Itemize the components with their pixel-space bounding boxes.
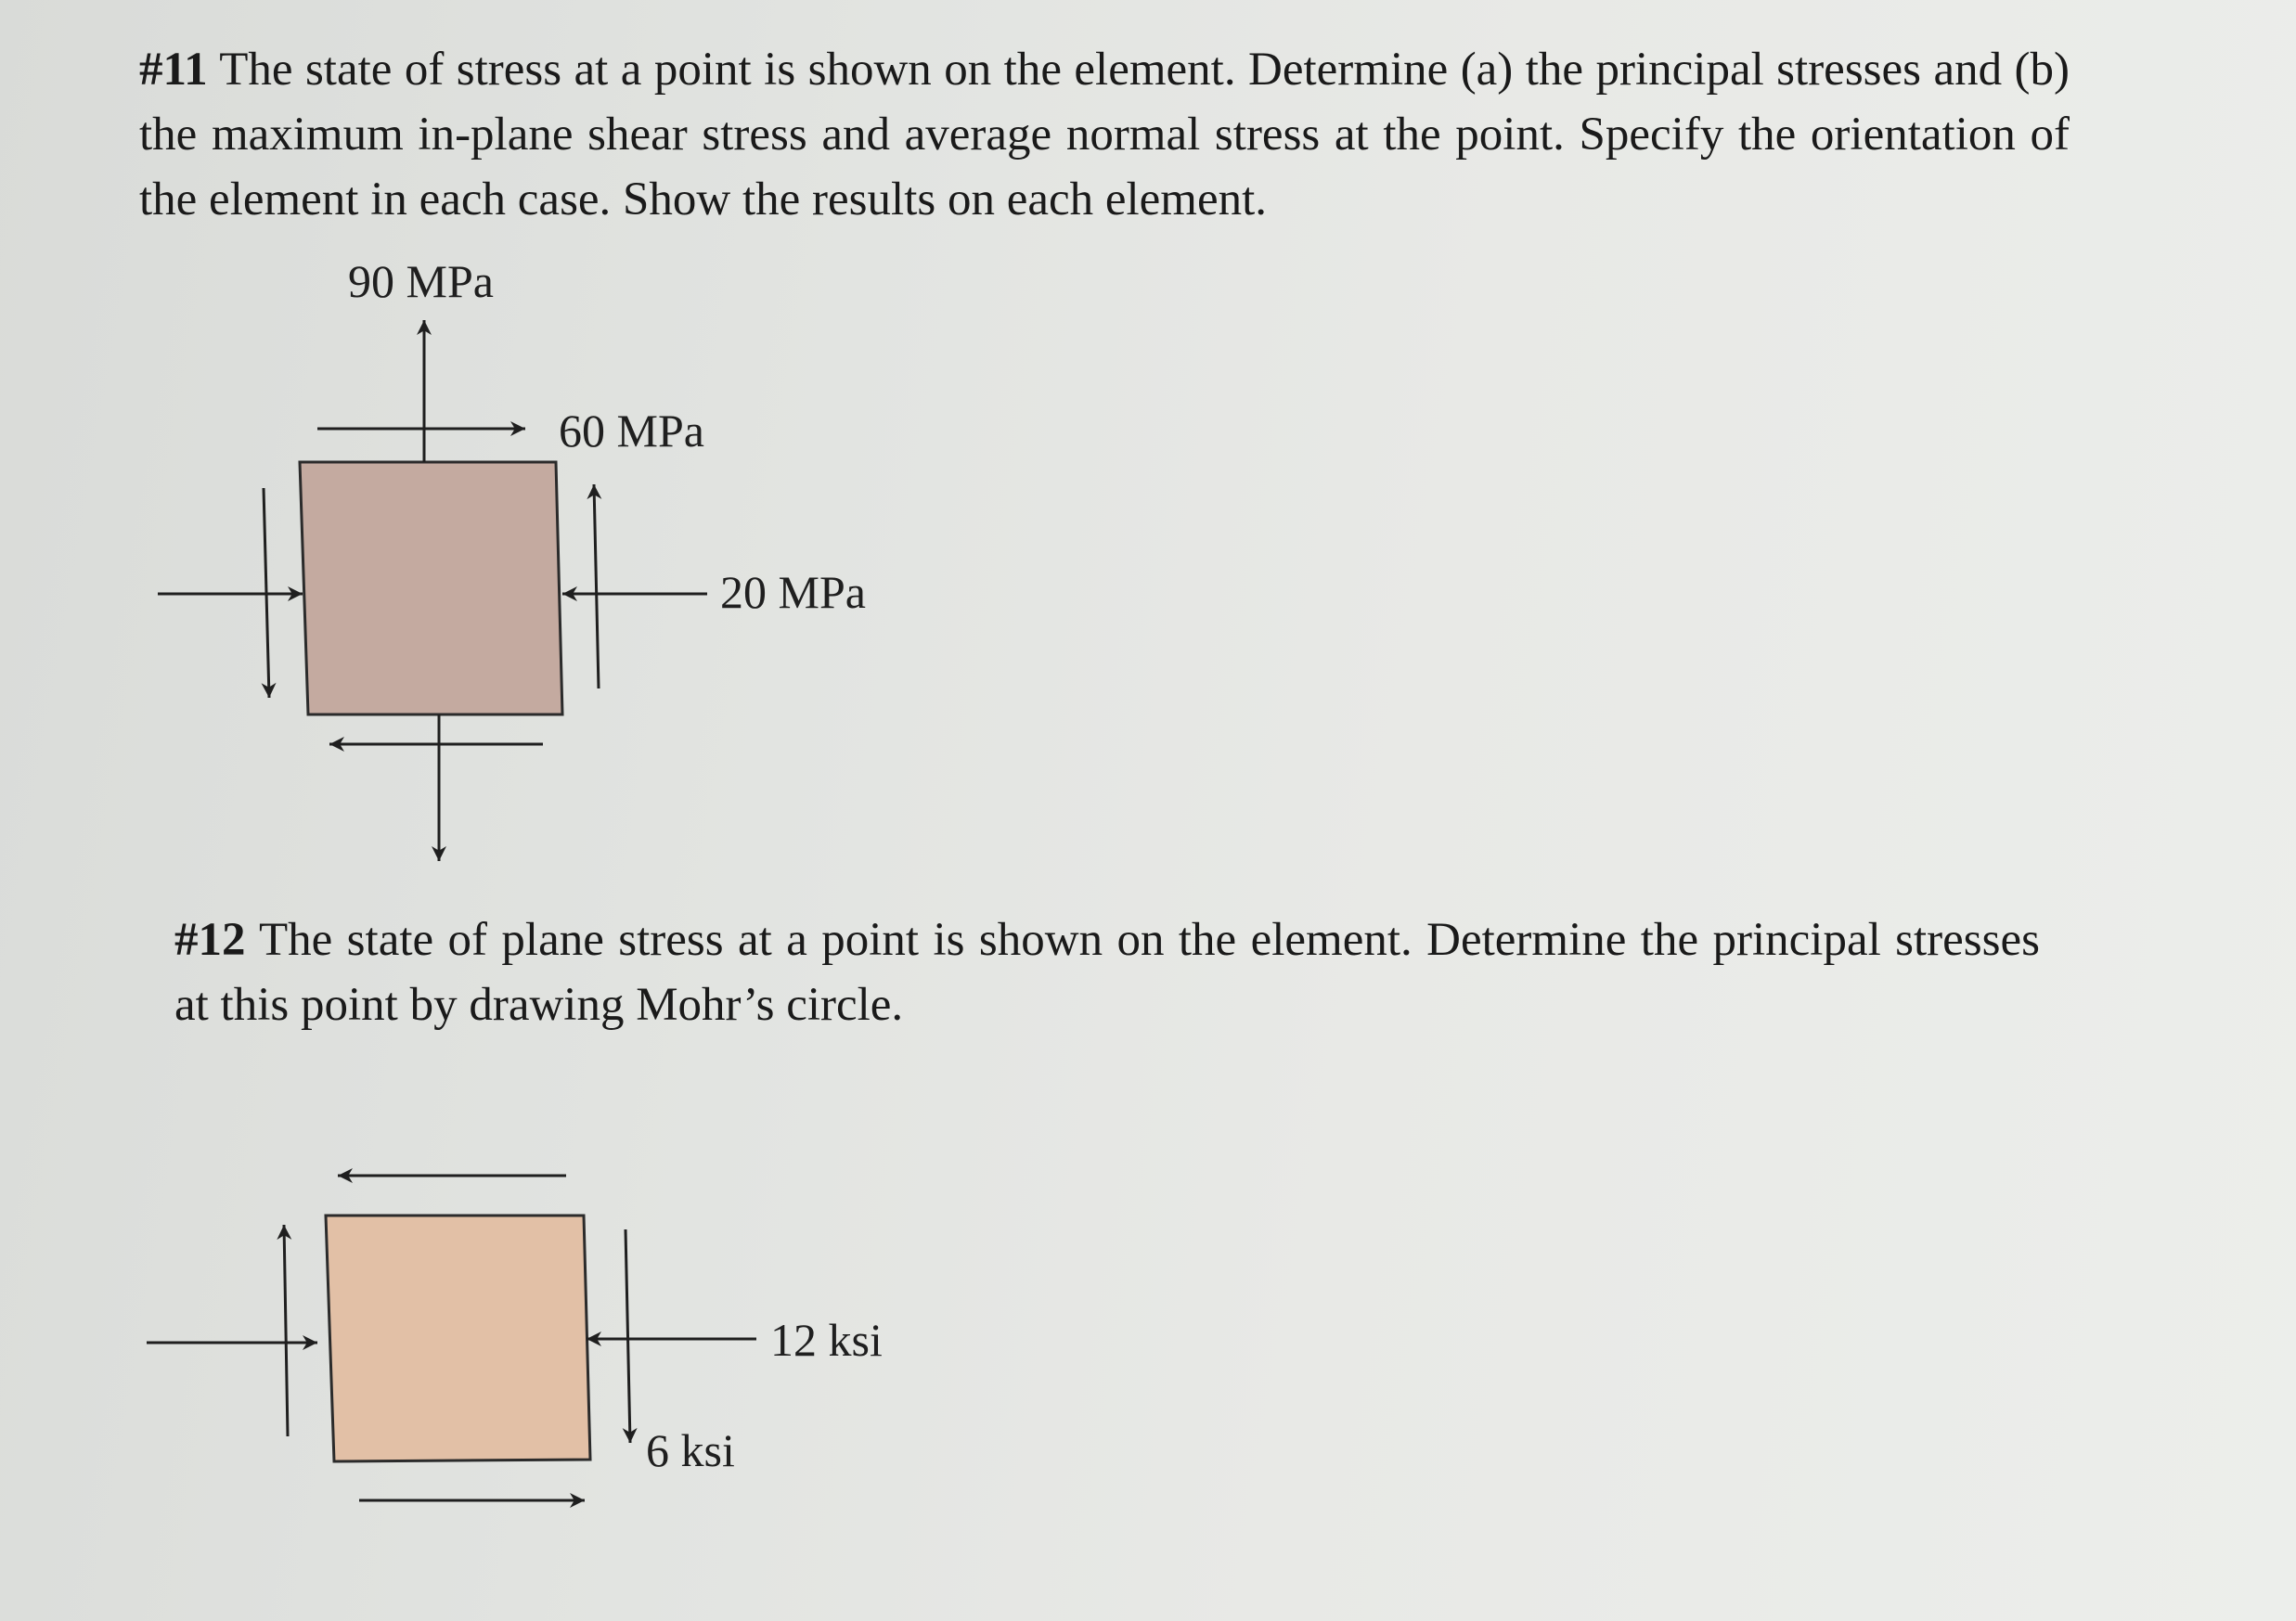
problem-11-right-shear-arrow — [594, 484, 599, 688]
problem-12-label-12ksi: 12 ksi — [770, 1314, 883, 1366]
problem-12-number: #12 — [174, 914, 246, 966]
problem-12-diagram — [147, 1176, 883, 1500]
problem-12-text: The state of plane stress at a point is shown on the element. Determine the principal stresses at this point by drawing Mohr’s circle. — [174, 914, 2040, 1031]
problem-11-text: The state of stress at a point is shown on the element. Determine (a) the principal stresses and (b) the maximum in-plane shear stress and average normal stress at the point. Specify the orientation of the element in each case. Show the results on each element. — [139, 44, 2070, 225]
problem-11-label-60mpa: 60 MPa — [559, 405, 704, 457]
problem-12-left-shear-arrow — [284, 1225, 288, 1436]
problem-11-number: #11 — [139, 44, 208, 96]
problem-12-stress-element — [326, 1216, 590, 1461]
problem-12-label-6ksi: 6 ksi — [646, 1424, 735, 1476]
problem-11-label-90mpa: 90 MPa — [348, 255, 494, 307]
problem-12-right-shear-arrow — [626, 1229, 630, 1443]
problem-11-label-20mpa: 20 MPa — [720, 566, 866, 618]
problem-11-diagram — [158, 255, 866, 861]
problem-11-stress-element — [300, 462, 562, 714]
